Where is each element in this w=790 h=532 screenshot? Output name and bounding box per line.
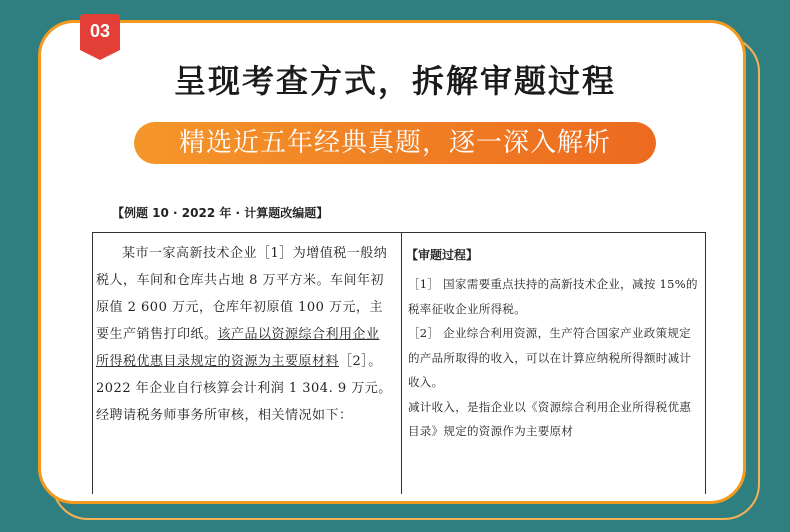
question-text [96, 240, 392, 429]
main-title: 呈现考查方式，拆解审题过程 [173, 62, 616, 100]
example-title: 【例题 10 · 2022 年 · 计算题改编题】 [112, 206, 329, 220]
analysis-paragraph: 减计收入，是指企业以《资源综合利用企业所得税优惠目录》规定的资源作为主要原材 [408, 399, 692, 438]
subtitle-banner: 精选近五年经典真题，逐一深入解析 [134, 122, 656, 164]
section-number-badge: 03 [80, 14, 120, 50]
analysis-paragraph: ［1］ 国家需要重点扶持的高新技术企业，减按 15%的税率征收企业所得税。 [408, 277, 698, 316]
question-text-part2: ［2］。2022 年企业自行核算会计利润 1 304. 9 万元。经聘请税务师事务所审核，相关情况如下： [96, 354, 392, 423]
question-underlined-text: 该产品以资源综合利用企业所得税优惠目录规定的资源为主要原材料 [96, 327, 380, 369]
question-text-part1: 某市一家高新技术企业［1］为增值税一般纳税人，车间和仓库共占地 8 万平方米。车间年初原值 2 600 万元，仓库年初原值 100 万元，主要生产销售打印纸。 [96, 246, 388, 342]
analysis-text [408, 272, 700, 444]
analysis-title: 【审题过程】 [406, 248, 479, 262]
column-divider [401, 232, 402, 494]
analysis-paragraph: ［2］ 企业综合利用资源，生产符合国家产业政策规定的产品所取得的收入，可以在计算应纳税所得额时减计收入。 [408, 326, 692, 389]
